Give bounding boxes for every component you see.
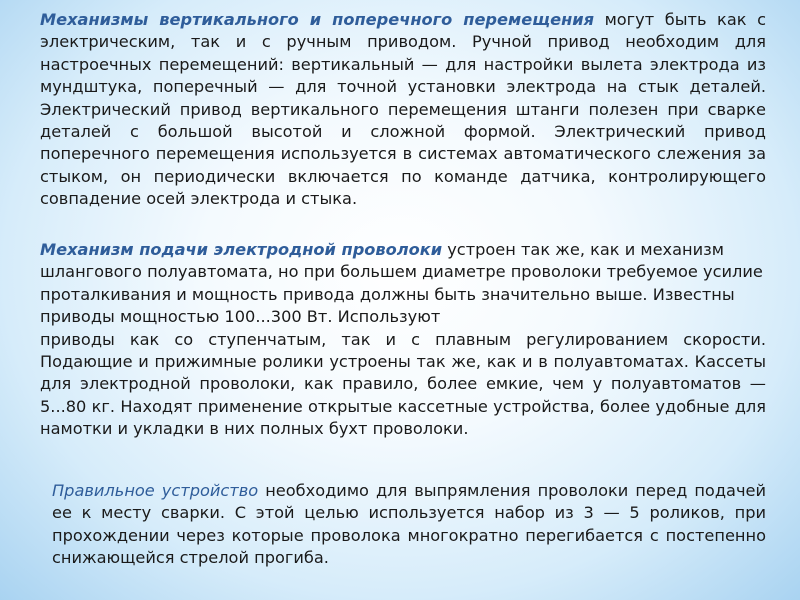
paragraph-straightening-device	[52, 480, 766, 570]
paragraph-text	[52, 480, 766, 570]
paragraph-text	[40, 9, 766, 211]
paragraph-continuation: приводы как со ступенчатым, так и с плавным регулированием скорости. Подающие и прижимные ролики устроены так же, как и в полуавтоматах. Кассеты для электродной проволоки, как правило, более емкие, чем у полуавтоматов — 5...80 кг. Находят применение открытые кассетные устройства, более удобные для намотки и укладки в них полных бухт проволоки.	[40, 329, 766, 439]
paragraph-body: могут быть как с электрическим, так и с ручным приводом. Ручной привод необходим для настроечных перемещений: вертикальный — для настройки вылета электрода из мундштука, поперечный — для точной установки электрода на стык деталей. Электрический привод вертикального перемещения штанги полезен при сварке деталей с большой высотой и сложной формой. Электрический привод поперечного перемещения используется в системах автоматического слежения за стыком, он периодически включается по команде датчика, контролирующего совпадение осей электрода и стыка.	[40, 10, 766, 209]
term-heading: Механизмы вертикального и поперечного перемещения	[40, 10, 594, 29]
paragraph-wire-feed-mechanism	[40, 239, 766, 441]
paragraph-text	[40, 239, 766, 329]
paragraph-vertical-transverse-mechanisms	[40, 9, 766, 211]
paragraph-body: необходимо для выпрямления проволоки перед подачей ее к месту сварки. С этой целью используется набор из 3 — 5 роликов, при прохождении через которые проволока многократно перегибается с постепенно снижающейся стрелой прогиба.	[52, 481, 766, 568]
term-heading: Правильное устройство	[52, 481, 259, 500]
paragraph-body: устроен так же, как и механизм шлангового полуавтомата, но при большем диаметре проволоки требуемое усилие проталкивания и мощность привода должны быть значительно выше. Известны приводы мощностью 100...300 Вт. Используют	[40, 240, 763, 327]
term-heading: Механизм подачи электродной проволоки	[40, 240, 443, 259]
